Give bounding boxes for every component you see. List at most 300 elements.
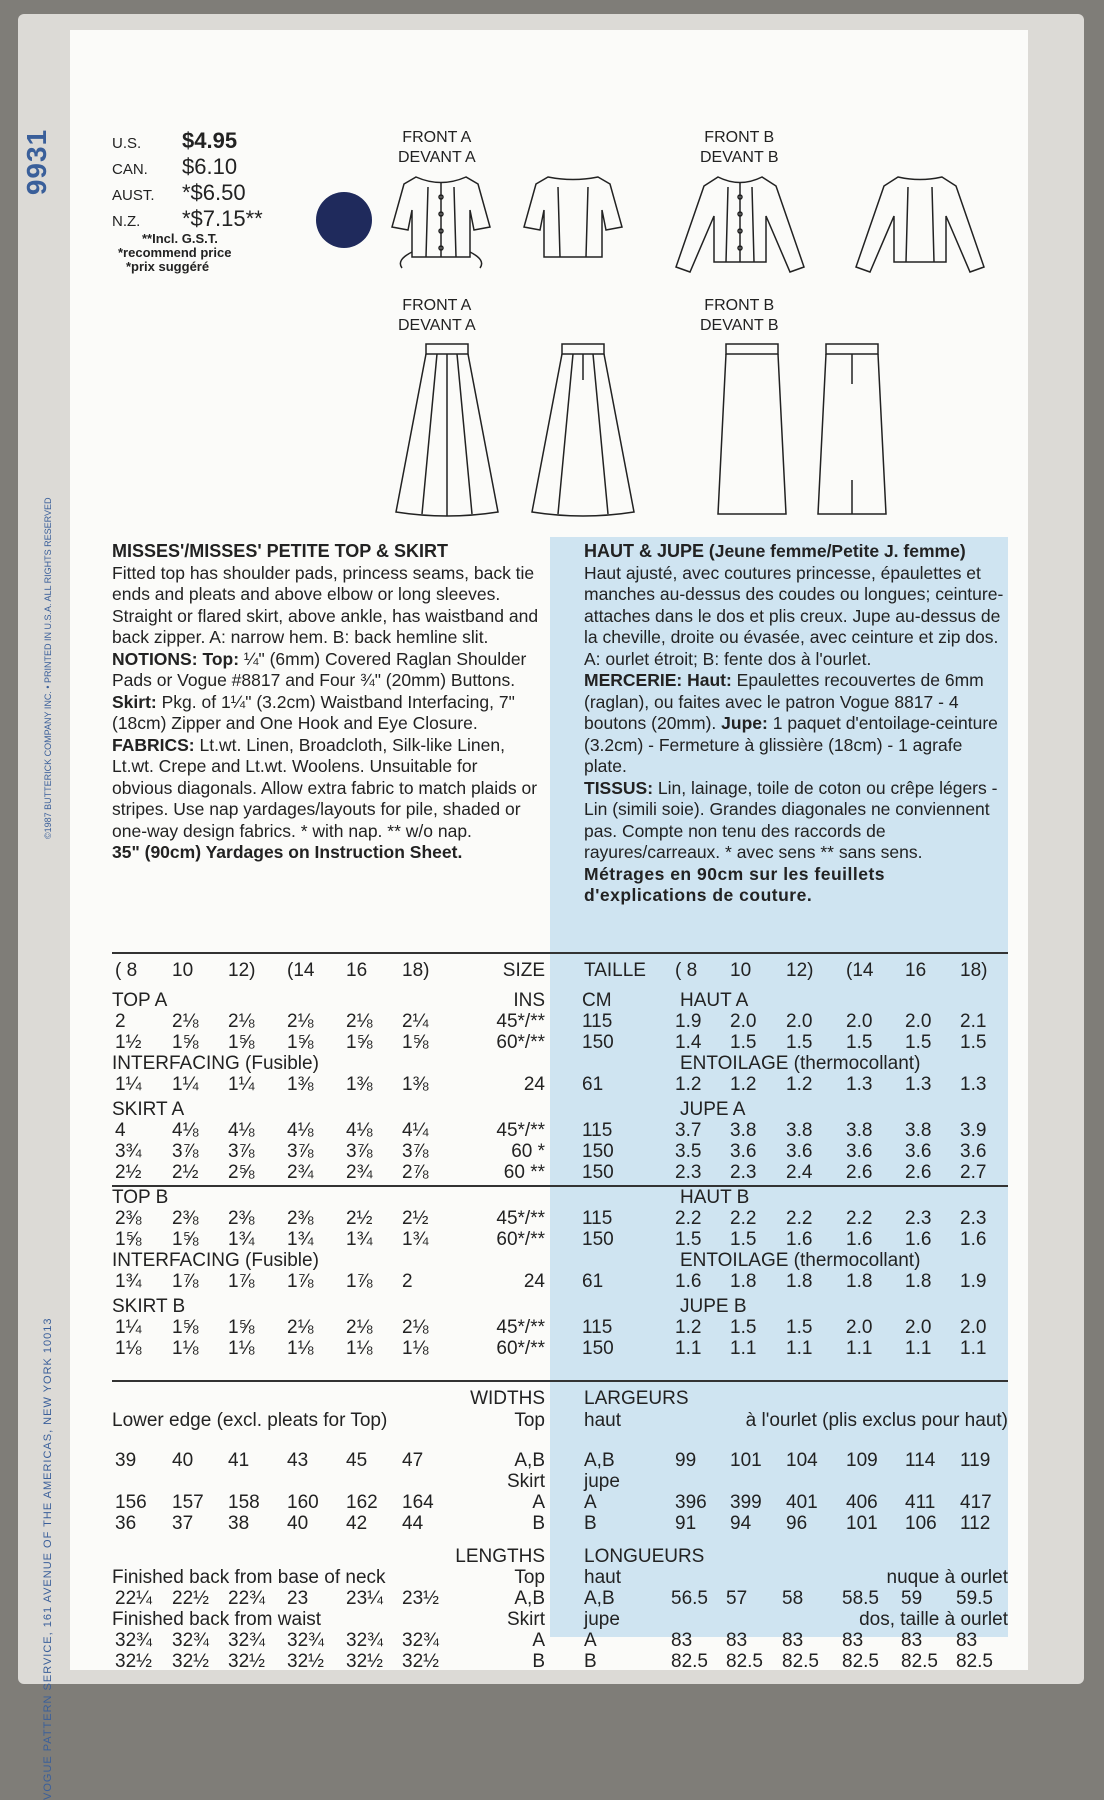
yardage-in-cell: 2⅜ — [115, 1208, 142, 1229]
yardage-cm-cell: 1.9 — [960, 1271, 987, 1292]
width-cm-cell: 411 — [905, 1492, 936, 1513]
lengths-top-label-fr: haut — [584, 1567, 621, 1588]
yardage-cm-cell: 1.1 — [786, 1338, 813, 1359]
length-in-cell: 32¾ — [346, 1630, 383, 1651]
yardage-cm-cell: 3.8 — [786, 1120, 813, 1141]
yardage-in-cell: 1⅝ — [172, 1317, 199, 1338]
lengths-waist-desc-fr: dos, taille à ourlet — [859, 1609, 1008, 1630]
fabric-width-in: 45*/** — [496, 1120, 545, 1141]
fabric-width-in: 24 — [523, 1271, 545, 1292]
length-in-cell: 32¾ — [228, 1630, 265, 1651]
yardage-cm-cell: 2.0 — [730, 1011, 757, 1032]
yardage-cm-cell: 1.9 — [675, 1011, 702, 1032]
yardage-in-cell: 1¾ — [346, 1229, 373, 1250]
skirt-b-front-sketch — [712, 340, 792, 520]
yardage-cm-cell: 3.8 — [905, 1120, 932, 1141]
yardage-cm-cell: 2.2 — [675, 1208, 702, 1229]
yardage-cm-cell: 2.1 — [960, 1011, 987, 1032]
top-a-back-sketch — [518, 172, 628, 272]
lengths-skirt-label: Skirt — [507, 1609, 545, 1630]
yardage-cm-cell: 3.8 — [730, 1120, 757, 1141]
size-header-cell: ( 8 — [115, 960, 138, 981]
size-header-cell: 16 — [346, 960, 368, 981]
section-label-en: INTERFACING (Fusible) — [112, 1250, 319, 1271]
yardage-cm-cell: 3.6 — [960, 1141, 987, 1162]
yardage-in-cell: 1¼ — [115, 1317, 142, 1338]
yardage-in-cell: 2⅛ — [346, 1317, 373, 1338]
length-cm-cell: 82.5 — [671, 1651, 708, 1672]
top-a-front-sketch — [386, 172, 496, 272]
length-cm-cell: 83 — [671, 1630, 693, 1651]
english-title: MISSES'/MISSES' PETITE TOP & SKIRT — [112, 541, 448, 561]
length-cm-cell: 82.5 — [782, 1651, 819, 1672]
yardage-cm-cell: 2.4 — [786, 1162, 813, 1183]
spine-credit: VOGUE PATTERN SERVICE, 161 AVENUE OF THE AMERICAS, NEW YORK 10013 — [42, 1317, 54, 1800]
yardage-in-cell: 2⅛ — [287, 1317, 314, 1338]
length-view-fr: A,B — [584, 1588, 615, 1609]
width-view-fr: A,B — [584, 1450, 615, 1471]
yardage-in-cell: 1⅛ — [228, 1338, 255, 1359]
length-in-cell: 32¾ — [115, 1630, 152, 1651]
width-cm-cell: 99 — [675, 1450, 697, 1471]
section-label-en: TOP B — [112, 1187, 169, 1208]
length-cm-cell: 83 — [726, 1630, 748, 1651]
yardage-in-cell: 1⅝ — [287, 1032, 314, 1053]
section-label-fr: ENTOILAGE (thermocollant) — [680, 1250, 921, 1271]
width-in-cell: 43 — [287, 1450, 309, 1471]
length-in-cell: 32½ — [115, 1651, 152, 1672]
size-label: SIZE — [502, 960, 545, 981]
length-in-cell: 32½ — [172, 1651, 209, 1672]
length-in-cell: 32¾ — [402, 1630, 439, 1651]
yardage-in-cell: 4⅛ — [228, 1120, 255, 1141]
length-cm-cell: 59 — [901, 1588, 923, 1609]
lengths-title: LENGTHS — [455, 1546, 545, 1567]
length-in-cell: 22½ — [172, 1588, 209, 1609]
length-in-cell: 32½ — [346, 1651, 383, 1672]
width-view-fr: A — [584, 1492, 597, 1513]
width-in-cell: 47 — [402, 1450, 424, 1471]
width-in-cell: 42 — [346, 1513, 368, 1534]
yardage-in-cell: 3⅞ — [346, 1141, 373, 1162]
yardage-in-cell: 1⅛ — [402, 1338, 429, 1359]
length-in-cell: 22¼ — [115, 1588, 152, 1609]
taille-label: TAILLE — [584, 960, 646, 981]
size-header-cell: 10 — [172, 960, 194, 981]
fabric-width-in: 60*/** — [496, 1032, 545, 1053]
length-in-cell: 32½ — [402, 1651, 439, 1672]
units-label: CM — [582, 990, 612, 1011]
taille-header-cell: 18) — [960, 960, 988, 981]
french-notions: MERCERIE: Haut: Epaulettes recouvertes de 6mm (raglan), ou faites avec le patron Vogue 8817 - 4 boutons (20mm). Jupe: 1 paquet d'entoilage-ceinture (3.2cm) - Fermeture à glissière (18cm) - 1 agrafe plate. — [584, 670, 998, 776]
yardage-cm-cell: 1.1 — [675, 1338, 702, 1359]
yardage-cm-cell: 3.9 — [960, 1120, 987, 1141]
width-cm-cell: 114 — [905, 1450, 936, 1471]
yardage-cm-cell: 1.5 — [905, 1032, 932, 1053]
yardage-cm-cell: 2.3 — [675, 1162, 702, 1183]
yardage-in-cell: 1⅜ — [346, 1074, 373, 1095]
yardage-in-cell: 1⅝ — [402, 1032, 429, 1053]
yardage-cm-cell: 1.2 — [786, 1074, 813, 1095]
yardage-in-cell: 2⅜ — [287, 1208, 314, 1229]
top-b-back-sketch — [850, 172, 990, 282]
yardage-in-cell: 4⅛ — [172, 1120, 199, 1141]
yardage-cm-cell: 1.8 — [846, 1271, 873, 1292]
width-cm-cell: 399 — [730, 1492, 762, 1513]
yardage-in-cell: 1¼ — [172, 1074, 199, 1095]
yardage-cm-cell: 1.1 — [960, 1338, 987, 1359]
envelope-spine — [18, 14, 70, 1800]
width-in-cell: 38 — [228, 1513, 250, 1534]
fabric-width-in: 24 — [523, 1074, 545, 1095]
width-cm-cell: 406 — [846, 1492, 878, 1513]
yardage-in-cell: 1⅜ — [287, 1074, 314, 1095]
width-cm-cell: 91 — [675, 1513, 697, 1534]
size-header-cell: (14 — [287, 960, 315, 981]
yardage-in-cell: 1¼ — [115, 1074, 142, 1095]
section-label-fr: JUPE B — [680, 1296, 747, 1317]
french-yardage-note: Métrages en 90cm sur les feuillets d'explications de couture. — [584, 863, 886, 905]
length-in-cell: 23 — [287, 1588, 309, 1609]
lengths-neck-desc: Finished back from base of neck — [112, 1567, 386, 1588]
yardage-cm-cell: 1.6 — [675, 1271, 702, 1292]
yardage-in-cell: 1⅞ — [228, 1271, 255, 1292]
section-label-en: TOP A — [112, 990, 168, 1011]
yardage-in-cell: 1⅝ — [115, 1229, 142, 1250]
yardage-cm-cell: 2.0 — [846, 1011, 873, 1032]
width-cm-cell: 96 — [786, 1513, 808, 1534]
width-cm-cell: 101 — [846, 1513, 878, 1534]
yardage-in-cell: 1¼ — [228, 1074, 255, 1095]
yardage-in-cell: 1⅛ — [172, 1338, 199, 1359]
english-body: Fitted top has shoulder pads, princess seams, back tie ends and pleats and above elbow or long sleeves. Straight or flared skirt, above ankle, has waistband and back zipper. A: narrow hem. B: back hemline slit. — [112, 562, 539, 647]
taille-header-cell: 12) — [786, 960, 814, 981]
yardage-cm-cell: 1.3 — [905, 1074, 932, 1095]
fabric-width-in: 60 ** — [503, 1162, 545, 1183]
lengths-waist-desc: Finished back from waist — [112, 1609, 322, 1630]
length-cm-cell: 82.5 — [901, 1651, 938, 1672]
length-cm-cell: 83 — [782, 1630, 804, 1651]
yardage-cm-cell: 1.6 — [960, 1229, 987, 1250]
lengths-top-label: Top — [514, 1567, 545, 1588]
yardage-in-cell: 2⅜ — [172, 1208, 199, 1229]
yardage-in-cell: 2½ — [115, 1162, 142, 1183]
widths-top-label-fr: haut — [584, 1410, 621, 1431]
section-label-en: SKIRT B — [112, 1296, 186, 1317]
fabric-width-cm: 115 — [582, 1317, 613, 1338]
skirt-b-back-sketch — [812, 340, 892, 520]
fabric-width-in: 60*/** — [496, 1229, 545, 1250]
widths-desc: Lower edge (excl. pleats for Top) — [112, 1410, 388, 1431]
longueurs-title: LONGUEURS — [584, 1546, 705, 1567]
width-in-cell: 37 — [172, 1513, 194, 1534]
size-header-cell: 12) — [228, 960, 256, 981]
fabric-width-cm: 150 — [582, 1229, 614, 1250]
section-label-fr: JUPE A — [680, 1099, 746, 1120]
largeurs-title: LARGEURS — [584, 1388, 689, 1409]
length-view: B — [532, 1651, 545, 1672]
width-view: A — [532, 1492, 545, 1513]
yardage-cm-cell: 2.3 — [960, 1208, 987, 1229]
fabric-width-cm: 150 — [582, 1338, 614, 1359]
price-nz: N.Z. *$7.15** — [112, 206, 263, 231]
length-cm-cell: 57 — [726, 1588, 748, 1609]
fabric-width-cm: 150 — [582, 1141, 614, 1162]
width-in-cell: 44 — [402, 1513, 424, 1534]
fabric-width-in: 45*/** — [496, 1317, 545, 1338]
width-in-cell: 40 — [287, 1513, 309, 1534]
table-divider — [112, 952, 1008, 954]
fabric-width-in: 45*/** — [496, 1011, 545, 1032]
widths-skirt-label-fr: jupe — [584, 1471, 620, 1492]
width-in-cell: 157 — [172, 1492, 204, 1513]
price-note: **Incl. G.S.T. — [142, 231, 218, 246]
navy-dot-icon — [316, 192, 372, 248]
width-cm-cell: 112 — [960, 1513, 991, 1534]
yardage-in-cell: 2⅞ — [402, 1162, 429, 1183]
size-header-cell: 18) — [402, 960, 430, 981]
width-cm-cell: 106 — [905, 1513, 937, 1534]
yardage-cm-cell: 1.8 — [786, 1271, 813, 1292]
top-b-front-sketch — [670, 172, 810, 282]
yardage-cm-cell: 2.2 — [730, 1208, 757, 1229]
yardage-cm-cell: 1.5 — [960, 1032, 987, 1053]
fabric-width-cm: 115 — [582, 1120, 613, 1141]
yardage-in-cell: 1⅞ — [346, 1271, 373, 1292]
width-cm-cell: 401 — [786, 1492, 818, 1513]
length-cm-cell: 56.5 — [671, 1588, 708, 1609]
yardage-in-cell: 1⅛ — [115, 1338, 142, 1359]
yardage-cm-cell: 2.0 — [960, 1317, 987, 1338]
widths-desc-fr: à l'ourlet (plis exclus pour haut) — [745, 1410, 1008, 1431]
fabric-width-in: 60*/** — [496, 1338, 545, 1359]
yardage-cm-cell: 1.6 — [786, 1229, 813, 1250]
yardage-in-cell: 1⅞ — [172, 1271, 199, 1292]
french-fabrics: TISSUS: Lin, lainage, toile de coton ou crêpe légers - Lin (simili soie). Grandes diagonales ne conviennent pas. Compte non tenu des raccords de rayures/carreaux. * avec sens ** sans sens. — [584, 777, 998, 862]
yardage-cm-cell: 1.2 — [675, 1074, 702, 1095]
yardage-in-cell: 2⅝ — [228, 1162, 255, 1183]
lengths-skirt-label-fr: jupe — [584, 1609, 620, 1630]
yardage-cm-cell: 1.4 — [675, 1032, 702, 1053]
yardage-cm-cell: 1.5 — [675, 1229, 702, 1250]
yardage-in-cell: 1⅜ — [402, 1074, 429, 1095]
yardage-in-cell: 1⅝ — [228, 1032, 255, 1053]
length-view-fr: B — [584, 1651, 597, 1672]
width-in-cell: 156 — [115, 1492, 147, 1513]
width-cm-cell: 396 — [675, 1492, 707, 1513]
yardage-in-cell: 1⅝ — [172, 1032, 199, 1053]
yardage-cm-cell: 2.3 — [905, 1208, 932, 1229]
widths-skirt-label: Skirt — [507, 1471, 545, 1492]
yardage-in-cell: 3⅞ — [172, 1141, 199, 1162]
yardage-cm-cell: 1.6 — [905, 1229, 932, 1250]
yardage-in-cell: 2¼ — [402, 1011, 429, 1032]
length-cm-cell: 58.5 — [842, 1588, 879, 1609]
price-list — [112, 128, 263, 274]
yardage-cm-cell: 2.6 — [905, 1162, 932, 1183]
widths-title: WIDTHS — [470, 1388, 545, 1409]
fabric-width-cm: 61 — [582, 1271, 604, 1292]
yardage-cm-cell: 1.2 — [675, 1317, 702, 1338]
yardage-in-cell: 2½ — [172, 1162, 199, 1183]
length-cm-cell: 83 — [956, 1630, 978, 1651]
section-label-fr: HAUT B — [680, 1187, 750, 1208]
view-label-front-b-top: FRONT B DEVANT B — [700, 129, 779, 166]
yardage-cm-cell: 3.7 — [675, 1120, 702, 1141]
yardage-cm-cell: 1.5 — [730, 1229, 757, 1250]
price-can: CAN. $6.10 — [112, 154, 238, 179]
length-cm-cell: 83 — [842, 1630, 864, 1651]
yardage-cm-cell: 2.7 — [960, 1162, 987, 1183]
yardage-in-cell: 1⅝ — [172, 1229, 199, 1250]
yardage-in-cell: 1¾ — [115, 1271, 142, 1292]
view-label-front-a-top: FRONT A DEVANT A — [398, 129, 476, 166]
table-divider — [112, 1185, 1008, 1187]
width-cm-cell: 104 — [786, 1450, 818, 1471]
yardage-cm-cell: 2.6 — [846, 1162, 873, 1183]
widths-top-label: Top — [514, 1410, 545, 1431]
price-us: U.S. $4.95 — [112, 128, 238, 153]
yardage-cm-cell: 1.8 — [730, 1271, 757, 1292]
fabric-width-in: 60 * — [511, 1141, 545, 1162]
table-divider — [112, 1380, 1008, 1382]
yardage-in-cell: 2 — [402, 1271, 413, 1292]
yardage-in-cell: 1⅛ — [346, 1338, 373, 1359]
yardage-in-cell: 2⅛ — [287, 1011, 314, 1032]
yardage-in-cell: 3⅞ — [228, 1141, 255, 1162]
french-title: HAUT & JUPE (Jeune femme/Petite J. femme) — [584, 541, 966, 561]
yardage-in-cell: 2 — [115, 1011, 126, 1032]
yardage-in-cell: 4¼ — [402, 1120, 429, 1141]
view-label-front-a-bottom: FRONT A DEVANT A — [398, 297, 476, 334]
yardage-cm-cell: 1.3 — [960, 1074, 987, 1095]
taille-header-cell: ( 8 — [675, 960, 698, 981]
price-note: *recommend price — [118, 245, 232, 260]
length-in-cell: 32½ — [287, 1651, 324, 1672]
price-note: *prix suggéré — [126, 259, 210, 274]
yardage-in-cell: 4⅛ — [287, 1120, 314, 1141]
skirt-a-back-sketch — [528, 340, 638, 520]
yardage-cm-cell: 2.3 — [730, 1162, 757, 1183]
yardage-in-cell: 3⅞ — [287, 1141, 314, 1162]
width-in-cell: 164 — [402, 1492, 434, 1513]
width-cm-cell: 417 — [960, 1492, 992, 1513]
yardage-cm-cell: 1.2 — [730, 1074, 757, 1095]
yardage-cm-cell: 1.5 — [730, 1317, 757, 1338]
yardage-cm-cell: 3.6 — [730, 1141, 757, 1162]
fabric-width-cm: 61 — [582, 1074, 604, 1095]
length-cm-cell: 83 — [901, 1630, 923, 1651]
yardage-cm-cell: 1.1 — [846, 1338, 873, 1359]
french-description — [584, 541, 1004, 907]
yardage-cm-cell: 1.1 — [905, 1338, 932, 1359]
price-aust: AUST. *$6.50 — [112, 180, 246, 205]
width-in-cell: 39 — [115, 1450, 137, 1471]
section-label-en: INTERFACING (Fusible) — [112, 1053, 319, 1074]
pattern-number: 9931 — [21, 128, 53, 196]
yardage-cm-cell: 3.6 — [786, 1141, 813, 1162]
yardage-cm-cell: 3.6 — [905, 1141, 932, 1162]
width-view: B — [532, 1513, 545, 1534]
yardage-in-cell: 1⅝ — [228, 1317, 255, 1338]
taille-header-cell: 10 — [730, 960, 752, 981]
yardage-cm-cell: 1.5 — [730, 1032, 757, 1053]
french-body: Haut ajusté, avec coutures princesse, épaulettes et manches au-dessus des coudes ou longues; ceinture-attaches dans le dos et plis creux. Jupe au-dessus de la cheville, droite ou évasée, avec ceinture et zip dos. A: ourlet étroit; B: fente dos à l'ourlet. — [584, 562, 1004, 669]
width-in-cell: 45 — [346, 1450, 368, 1471]
length-in-cell: 23¼ — [346, 1588, 383, 1609]
width-in-cell: 40 — [172, 1450, 194, 1471]
yardage-cm-cell: 2.2 — [846, 1208, 873, 1229]
spine-copyright: ©1987 BUTTERICK COMPANY INC. • PRINTED IN U.S.A. ALL RIGHTS RESERVED — [43, 497, 53, 839]
yardage-in-cell: 2¾ — [346, 1162, 373, 1183]
width-in-cell: 162 — [346, 1492, 378, 1513]
section-label-fr: ENTOILAGE (thermocollant) — [680, 1053, 921, 1074]
length-in-cell: 32¾ — [172, 1630, 209, 1651]
yardage-in-cell: 1¾ — [402, 1229, 429, 1250]
fabric-width-cm: 115 — [582, 1208, 613, 1229]
yardage-cm-cell: 2.0 — [905, 1317, 932, 1338]
english-fabrics: FABRICS: Lt.wt. Linen, Broadcloth, Silk-like Linen, Lt.wt. Crepe and Lt.wt. Woolens. Unsuitable for obvious diagonals. Allow extra fabric to match plaids or stripes. Use nap yardages/layouts for pile, shaded or one-way design fabrics. * with nap. ** w/o nap. — [112, 734, 538, 841]
width-in-cell: 36 — [115, 1513, 137, 1534]
yardage-cm-cell: 1.6 — [846, 1229, 873, 1250]
length-cm-cell: 82.5 — [956, 1651, 993, 1672]
yardage-in-cell: 1½ — [115, 1032, 142, 1053]
yardage-in-cell: 2⅜ — [228, 1208, 255, 1229]
width-view-fr: B — [584, 1513, 597, 1534]
taille-header-cell: (14 — [846, 960, 874, 981]
width-in-cell: 160 — [287, 1492, 319, 1513]
yardage-cm-cell: 2.2 — [786, 1208, 813, 1229]
width-cm-cell: 101 — [730, 1450, 762, 1471]
yardage-in-cell: 1¾ — [287, 1229, 314, 1250]
yardage-in-cell: 2¾ — [287, 1162, 314, 1183]
yardage-in-cell: 2½ — [346, 1208, 373, 1229]
english-description — [112, 541, 542, 864]
yardage-cm-cell: 3.8 — [846, 1120, 873, 1141]
yardage-in-cell: 2⅛ — [402, 1317, 429, 1338]
yardage-in-cell: 1¾ — [228, 1229, 255, 1250]
yardage-cm-cell: 1.5 — [786, 1032, 813, 1053]
fabric-width-cm: 150 — [582, 1032, 614, 1053]
yardage-cm-cell: 3.5 — [675, 1141, 702, 1162]
yardage-cm-cell: 2.0 — [905, 1011, 932, 1032]
section-label-en: SKIRT A — [112, 1099, 185, 1120]
yardage-cm-cell: 1.8 — [905, 1271, 932, 1292]
yardage-in-cell: 2⅛ — [346, 1011, 373, 1032]
width-cm-cell: 94 — [730, 1513, 752, 1534]
yardage-cm-cell: 1.5 — [786, 1317, 813, 1338]
length-view: A,B — [514, 1588, 545, 1609]
fabric-width-in: 45*/** — [496, 1208, 545, 1229]
yardage-in-cell: 2⅛ — [172, 1011, 199, 1032]
length-in-cell: 32¾ — [287, 1630, 324, 1651]
yardage-cm-cell: 1.3 — [846, 1074, 873, 1095]
length-in-cell: 32½ — [228, 1651, 265, 1672]
width-cm-cell: 119 — [960, 1450, 991, 1471]
width-in-cell: 41 — [228, 1450, 250, 1471]
length-cm-cell: 82.5 — [842, 1651, 879, 1672]
view-label-front-b-bottom: FRONT B DEVANT B — [700, 297, 779, 334]
yardage-cm-cell: 2.0 — [846, 1317, 873, 1338]
yardage-in-cell: 4 — [115, 1120, 126, 1141]
yardage-in-cell: 4⅛ — [346, 1120, 373, 1141]
length-cm-cell: 58 — [782, 1588, 804, 1609]
length-view: A — [532, 1630, 545, 1651]
yardage-in-cell: 2½ — [402, 1208, 429, 1229]
length-in-cell: 23½ — [402, 1588, 439, 1609]
length-view-fr: A — [584, 1630, 597, 1651]
length-cm-cell: 82.5 — [726, 1651, 763, 1672]
